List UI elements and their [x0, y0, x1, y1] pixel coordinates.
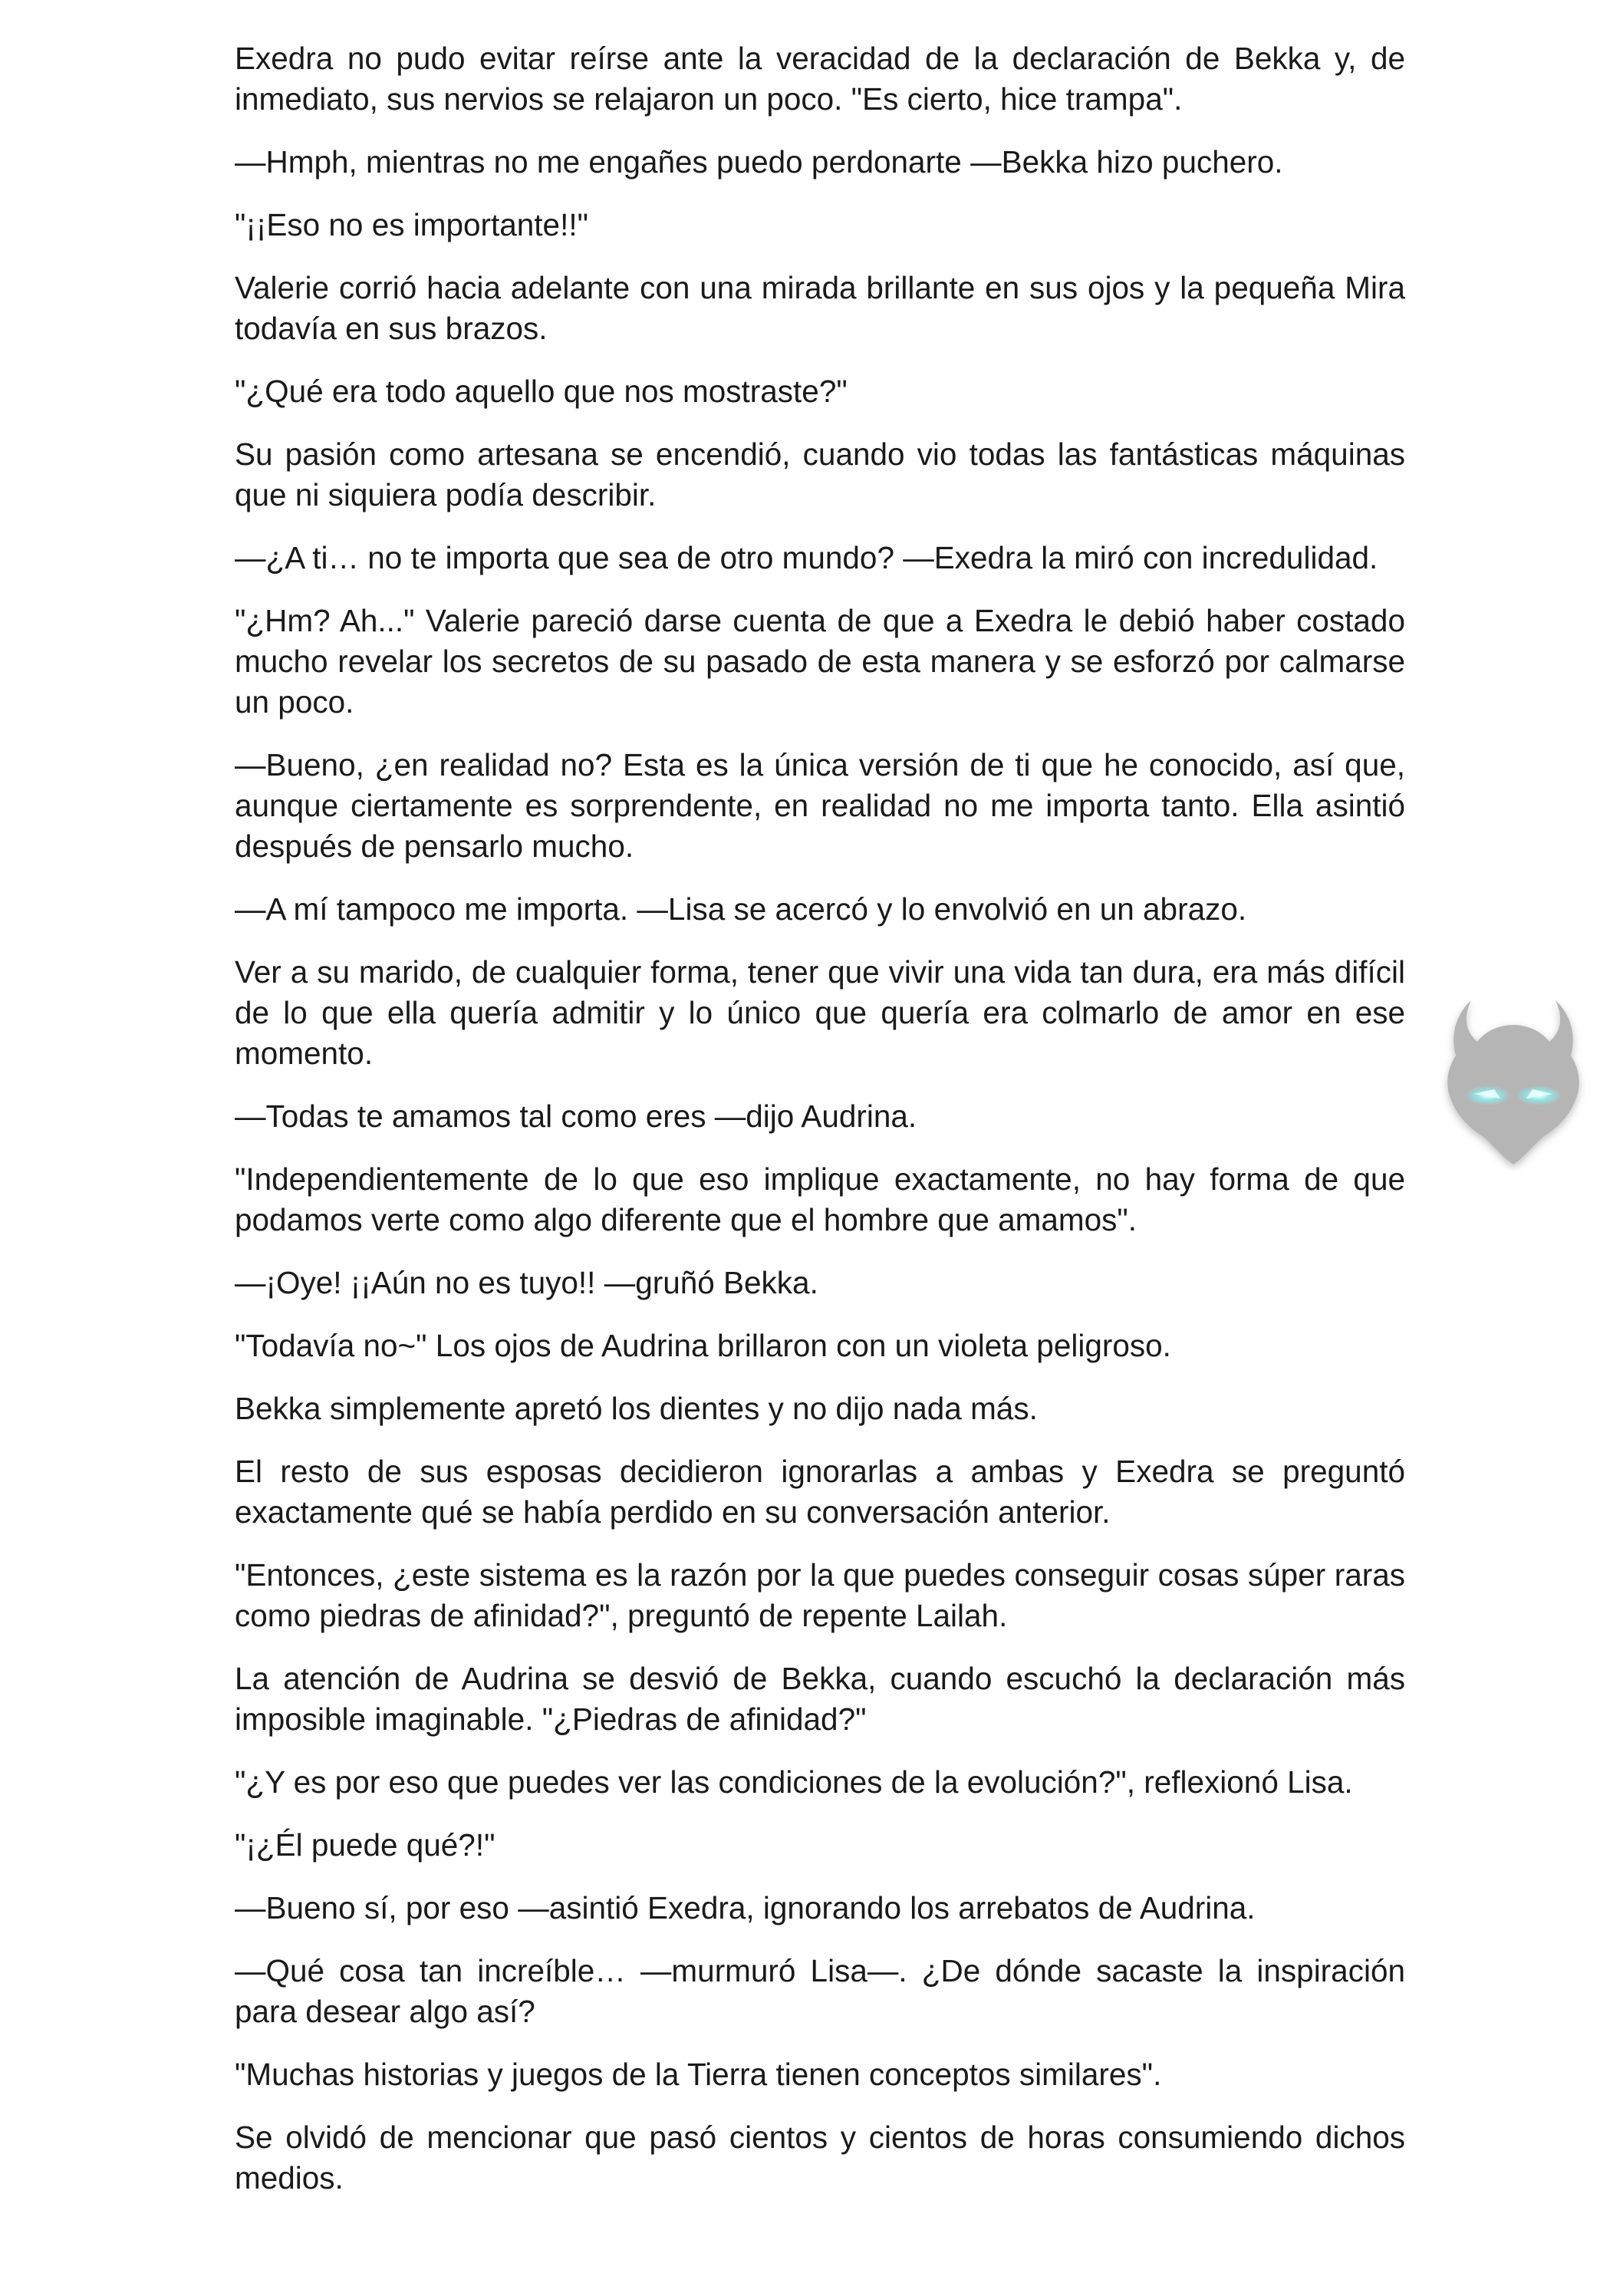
paragraph-10: —A mí tampoco me importa. —Lisa se acercó y lo envolvió en un abrazo. [235, 891, 1247, 927]
paragraph-3: "¡¡Eso no es importante!!" [235, 207, 588, 242]
demon-head-shape [1447, 1000, 1579, 1164]
paragraph-1: Exedra no pudo evitar reírse ante la veracidad de la declaración de Bekka y, de inmediato, sus nervios se relajaron un poco. "Es cierto, hice trampa". [235, 41, 1405, 117]
paragraph-8: "¿Hm? Ah..." Valerie pareció darse cuenta de que a Exedra le debió haber costado mucho revelar los secretos de su pasado de esta manera y se esforzó por calmarse un poco. [235, 603, 1405, 720]
paragraph-12: —Todas te amamos tal como eres —dijo Audrina. [235, 1099, 917, 1134]
paragraph-23: —Qué cosa tan increíble… —murmuró Lisa—. ¿De dónde sacaste la inspiración para desear algo así? [235, 1953, 1405, 2029]
paragraph-15: "Todavía no~" Los ojos de Audrina brillaron con un violeta peligroso. [235, 1328, 1171, 1363]
paragraph-9: —Bueno, ¿en realidad no? Esta es la única versión de ti que he conocido, así que, aunque ciertamente es sorprendente, en realidad no me importa tanto. Ella asintió después de pensarlo mucho. [235, 747, 1405, 864]
paragraph-24: "Muchas historias y juegos de la Tierra tienen conceptos similares". [235, 2057, 1162, 2092]
paragraph-16: Bekka simplemente apretó los dientes y no dijo nada más. [235, 1391, 1038, 1426]
paragraph-17: El resto de sus esposas decidieron ignorarlas a ambas y Exedra se preguntó exactamente qué se había perdido en su conversación anterior. [235, 1454, 1405, 1530]
paragraph-20: "¿Y es por eso que puedes ver las condiciones de la evolución?", reflexionó Lisa. [235, 1764, 1353, 1800]
document-page [235, 38, 1405, 2221]
paragraph-7: —¿A ti… no te importa que sea de otro mundo? —Exedra la miró con incredulidad. [235, 540, 1378, 575]
paragraph-5: "¿Qué era todo aquello que nos mostraste?" [235, 374, 848, 409]
paragraph-14: —¡Oye! ¡¡Aún no es tuyo!! —gruñó Bekka. [235, 1265, 818, 1300]
paragraph-13: "Independientemente de lo que eso implique exactamente, no hay forma de que podamos verte como algo diferente que el hombre que amamos". [235, 1161, 1405, 1237]
paragraph-18: "Entonces, ¿este sistema es la razón por la que puedes conseguir cosas súper raras como piedras de afinidad?", preguntó de repente Lailah. [235, 1557, 1405, 1633]
paragraph-2: —Hmph, mientras no me engañes puedo perdonarte —Bekka hizo puchero. [235, 144, 1283, 180]
paragraph-25: Se olvidó de mencionar que pasó cientos y cientos de horas consumiendo dichos medios. [235, 2120, 1405, 2196]
paragraph-6: Su pasión como artesana se encendió, cuando vio todas las fantásticas máquinas que ni siquiera podía describir. [235, 436, 1405, 512]
demon-head-logo-icon [1440, 994, 1586, 1171]
paragraph-4: Valerie corrió hacia adelante con una mirada brillante en sus ojos y la pequeña Mira todavía en sus brazos. [235, 270, 1405, 346]
paragraph-21: "¡¿Él puede qué?!" [235, 1827, 495, 1863]
paragraph-19: La atención de Audrina se desvió de Bekka, cuando escuchó la declaración más imposible imaginable. "¿Piedras de afinidad?" [235, 1661, 1405, 1737]
paragraph-11: Ver a su marido, de cualquier forma, tener que vivir una vida tan dura, era más difícil de lo que ella quería admitir y lo único que quería era colmarlo de amor en ese momento. [235, 954, 1405, 1071]
paragraph-22: —Bueno sí, por eso —asintió Exedra, ignorando los arrebatos de Audrina. [235, 1890, 1256, 1925]
